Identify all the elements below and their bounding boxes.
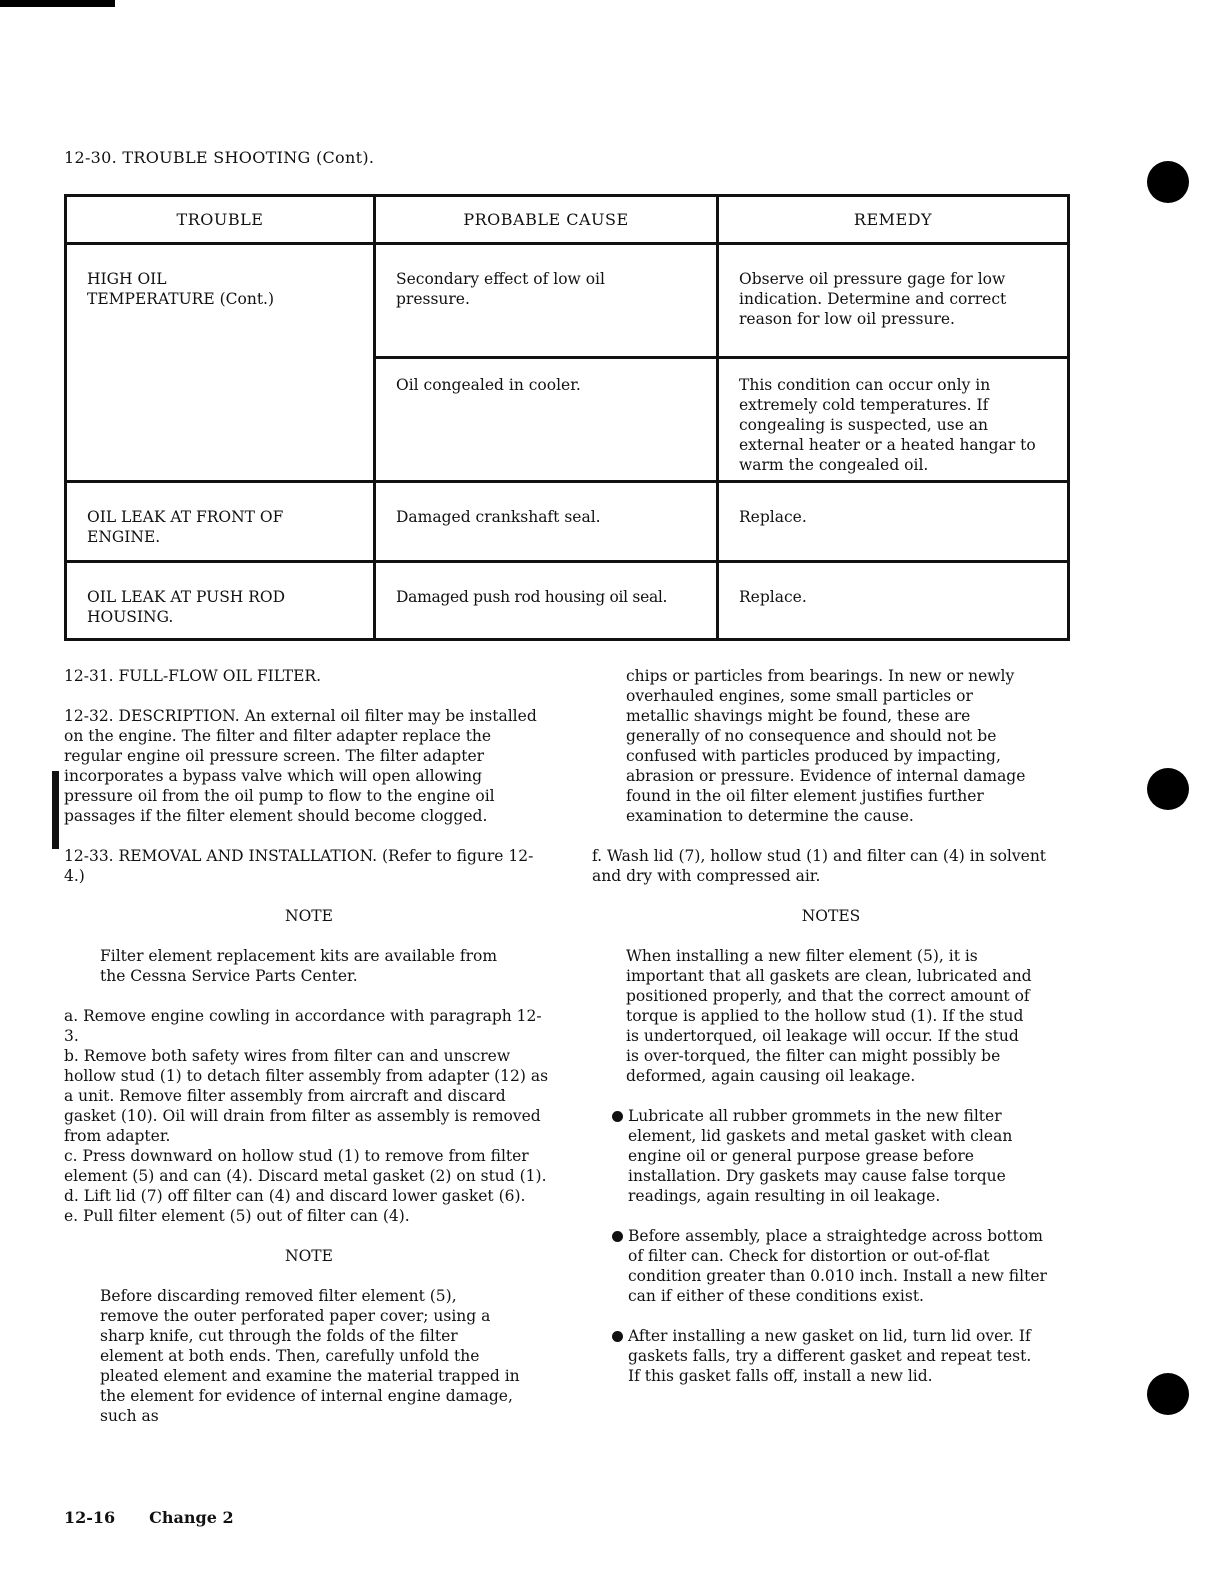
table-header-row bbox=[66, 196, 1069, 244]
table-row bbox=[66, 562, 1069, 640]
cause-cell: Damaged crankshaft seal. bbox=[396, 508, 601, 526]
bullet-dot-icon bbox=[612, 1231, 623, 1242]
cause-cell: Damaged push rod housing oil seal. bbox=[396, 588, 668, 606]
table-row bbox=[66, 244, 1069, 358]
trouble-cell: OIL LEAK AT FRONT OF ENGINE. bbox=[87, 508, 284, 546]
header-remedy: REMEDY bbox=[718, 196, 1069, 244]
remedy-cell: This condition can occur only in extremely cold temperatures. If congealing is suspected, use an external heater or a heated hangar to warm the congealed oil. bbox=[739, 376, 1036, 474]
step-a: a. Remove engine cowling in accordance with paragraph 12-3. bbox=[64, 1007, 542, 1045]
heading-12-31: 12-31. FULL-FLOW OIL FILTER. bbox=[64, 667, 321, 685]
remedy-cell: Replace. bbox=[739, 588, 807, 606]
note-title: NOTE bbox=[285, 1247, 333, 1265]
left-column bbox=[64, 666, 554, 1426]
paragraph-12-33: 12-33. REMOVAL AND INSTALLATION. (Refer to figure 12-4.) bbox=[64, 847, 534, 885]
punch-hole-bottom bbox=[1147, 1373, 1189, 1415]
note-text: Before discarding removed filter element (5), remove the outer perforated paper cover; using a sharp knife, cut through the folds of the filter element at both ends. Then, carefully unfold the pleated element and examine the material trapped in the element for evidence of internal engine damage, such as bbox=[100, 1287, 520, 1425]
step-e: e. Pull filter element (5) out of filter can (4). bbox=[64, 1207, 410, 1225]
remedy-cell: Replace. bbox=[739, 508, 807, 526]
punch-hole-top bbox=[1147, 161, 1189, 203]
step-d: d. Lift lid (7) off filter can (4) and discard lower gasket (6). bbox=[64, 1187, 526, 1205]
cause-cell: Secondary effect of low oil pressure. bbox=[396, 270, 605, 308]
notes-intro: When installing a new filter element (5), it is important that all gaskets are clean, lubricated and positioned properly, and that the correct amount of torque is applied to the hollow stud (1). If the stud is undertorqued, oil leakage will occur. If the stud is over-torqued, the filter can might possibly be deformed, again causing oil leakage. bbox=[626, 947, 1032, 1085]
header-trouble: TROUBLE bbox=[66, 196, 375, 244]
note-bullet bbox=[596, 1226, 1048, 1306]
top-edge-mark bbox=[0, 0, 115, 7]
change-bar bbox=[52, 771, 59, 849]
troubleshooting-table bbox=[64, 194, 1070, 641]
paragraph-12-32: 12-32. DESCRIPTION. An external oil filter may be installed on the engine. The filter and filter adapter replace the regular engine oil pressure screen. The filter adapter incorporates a bypass valve which will open allowing pressure oil from the oil pump to flow to the engine oil passages if the filter element should become clogged. bbox=[64, 707, 537, 825]
bullet-dot-icon bbox=[612, 1331, 623, 1342]
page-number: 12-16 bbox=[64, 1508, 116, 1527]
cause-cell: Oil congealed in cooler. bbox=[396, 376, 581, 394]
bullet-dot-icon bbox=[612, 1111, 623, 1122]
table-row bbox=[66, 482, 1069, 562]
step-c: c. Press downward on hollow stud (1) to remove from filter element (5) and can (4). Discard metal gasket (2) on stud (1). bbox=[64, 1147, 547, 1185]
note-text: Filter element replacement kits are available from the Cessna Service Parts Center. bbox=[100, 947, 498, 985]
trouble-cell: OIL LEAK AT PUSH ROD HOUSING. bbox=[87, 588, 286, 626]
right-column bbox=[592, 666, 1066, 1386]
bullet-text: Lubricate all rubber grommets in the new filter element, lid gaskets and metal gasket with clean engine oil or general purpose grease before installation. Dry gaskets may cause false torque readings, again resulting in oil leakage. bbox=[628, 1107, 1013, 1205]
section-title: 12-30. TROUBLE SHOOTING (Cont). bbox=[64, 148, 375, 167]
change-label: Change 2 bbox=[149, 1508, 234, 1527]
remedy-cell: Observe oil pressure gage for low indication. Determine and correct reason for low oil pressure. bbox=[739, 270, 1007, 328]
note-bullet bbox=[596, 1326, 1038, 1386]
trouble-cell: HIGH OIL TEMPERATURE (Cont.) bbox=[87, 270, 275, 308]
notes-title: NOTES bbox=[801, 907, 861, 925]
step-f: f. Wash lid (7), hollow stud (1) and filter can (4) in solvent and dry with compressed air. bbox=[592, 847, 1047, 885]
header-probable-cause: PROBABLE CAUSE bbox=[375, 196, 718, 244]
step-b: b. Remove both safety wires from filter can and unscrew hollow stud (1) to detach filter assembly from adapter (12) as a unit. Remove filter assembly from aircraft and discard gasket (10). Oil will drain from filter as assembly is removed from adapter. bbox=[64, 1047, 549, 1145]
punch-hole-middle bbox=[1147, 768, 1189, 810]
bullet-text: After installing a new gasket on lid, turn lid over. If gaskets falls, try a different gasket and repeat test. If this gasket falls off, install a new lid. bbox=[628, 1327, 1032, 1385]
note-title: NOTE bbox=[285, 907, 333, 925]
continued-text: chips or particles from bearings. In new or newly overhauled engines, some small particles or metallic shavings might be found, these are generally of no consequence and should not be confused with particles produced by impacting, abrasion or pressure. Evidence of internal damage found in the oil filter element justifies further examination to determine the cause. bbox=[626, 667, 1026, 825]
note-bullet bbox=[596, 1106, 1038, 1206]
page-footer bbox=[64, 1508, 268, 1528]
bullet-text: Before assembly, place a straightedge across bottom of filter can. Check for distortion or out-of-flat condition greater than 0.010 inch. Install a new filter can if either of these conditions exist. bbox=[628, 1227, 1047, 1305]
